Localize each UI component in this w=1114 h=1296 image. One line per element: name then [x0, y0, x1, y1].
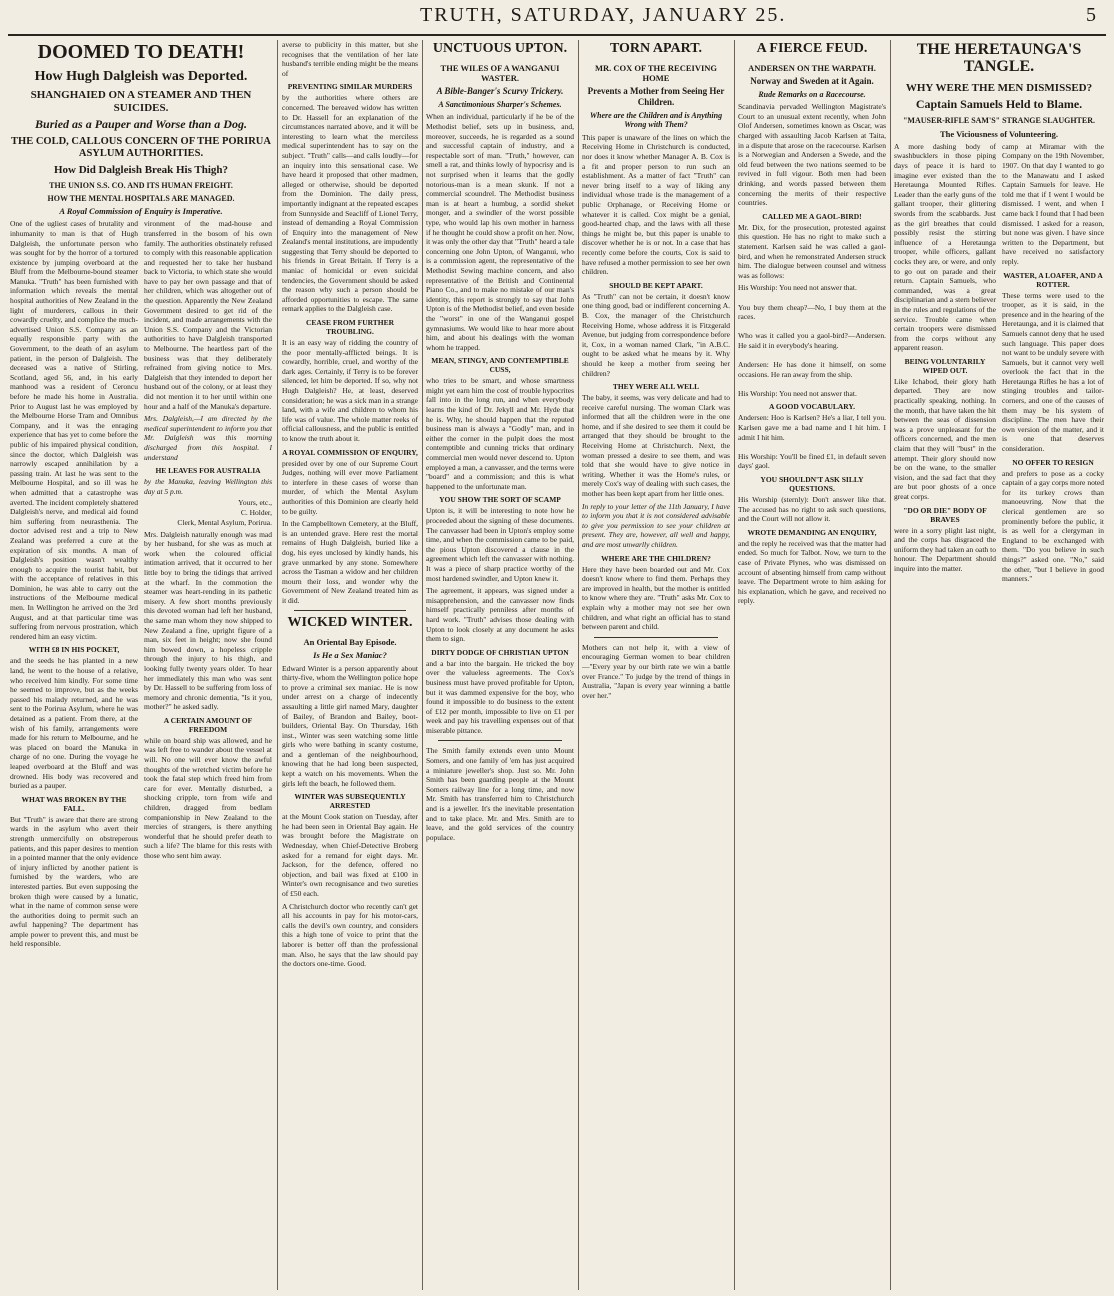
section-subhead: CEASE FROM FURTHER TROUBLING.: [305, 318, 395, 337]
divider: [294, 610, 406, 611]
divider: [438, 740, 562, 741]
section-subhead: YOU SHOULDN'T ASK SILLY QUESTIONS.: [760, 475, 864, 494]
subheadline: MR. COX OF THE RECEIVING HOME: [594, 62, 718, 83]
article-doomed-to-death: [10, 40, 272, 1290]
section-subhead: "DO OR DIE" BODY OF BRAVES: [903, 505, 987, 524]
article-torn-apart: [582, 40, 730, 1290]
paragraph: These terms were used to the trooper, as it is said, in the presence and in the hearing of the Heretaunga, and it is claimed that Samuels cannot deny that he used such language. This paper does not want to be unduly severe with Samuels, but it cannot very well overlook the fact that in the Heretaunga Rifles he has a lot of stinging troubles and tailor-corners, and one of the causes of them may be his system of discipline. The men have their own version of the matter, and it is one that deserves consideration.: [1002, 290, 1104, 454]
subheadline: Prevents a Mother from Seeing Her Children.: [587, 86, 725, 107]
section-subhead: WINTER WAS SUBSEQUENTLY ARRESTED: [294, 792, 406, 811]
subheadline: SHANGHAIED ON A STEAMER AND THEN SUICIDES.: [30, 89, 252, 114]
headline: THE HERETAUNGA'S TANGLE.: [916, 41, 1082, 75]
section-subhead: SHOULD BE KEPT APART.: [609, 280, 703, 290]
section-subhead: WHERE ARE THE CHILDREN?: [601, 553, 711, 563]
divider: [594, 637, 718, 638]
paragraph: averse to publicity in this matter, but she recognises that the ventilation of her late husband's terrible ending might be the means of: [282, 40, 418, 78]
subheadline: Buried as a Pauper and Worse than a Dog.: [35, 117, 247, 132]
paragraph: vironment of the mad-house and transferred in the bosom of his own family. The authorities obstinately refused to comply with this reasonable application and requested her to take her husband back to Victoria, to which state she would have to pay her own passage and that of her children, which was altogether out of the question. Apparently the New Zealand Government desired to get rid of the incident, and made arrangements with the Union S.S. Company and the Victorian authorities to have Dalgleish transported to Melbourne. The heartless part of the business was that they deliberately refrained from giving notice to Mrs. Dalgleish that they intended to deport her husband out of the colony, or at least they did not mention it to her until within one hour and a half of the Manuka's departure.: [144, 219, 272, 411]
paragraph: Scandinavia pervaded Wellington Magistrate's Court to an unusual extent recently, when John Olof Andersen, sometimes known as Oscar, was charged with assaulting Jacob Karlsen at Taita, in a dispute that arose on the racecourse. Karlsen is a Norwegian and Andersen a Swede, and the old feud between the two nations seemed to be revived in full vigour. Both men had been drinking, and words passed between them concerning the merits of their respective countries.: [738, 102, 886, 208]
subheadline: WHY WERE THE MEN DISMISSED?: [905, 81, 1093, 94]
section-subhead: A ROYAL COMMISSION OF ENQUIRY,: [282, 447, 418, 457]
section-subhead: NO OFFER TO RESIGN: [1012, 457, 1094, 467]
paragraph: One of the ugliest cases of brutality and inhumanity to man is that of Hugh Dalgleish, the unfortunate person who was sought for by the horror of a tortured existence by jumping overboard at the Bluff from the Melbourne-bound steamer Manuka. "Truth" has been furnished with information which reveals the mental hospital authorities of New Zealand in the light of murderers, callous in their cowardly cruelty, and complice the much-advertised Union S.S. Company as an equally responsible party with the Government, to the death of an asylum patient, in the person of Dalgleish. The deceased was a native of Stirling, Scotland, aged 56, and, in his early manhood was a resident of Ceroncu before he made his home in Australia. Prior to August last he was employed by the Melbourne Horse Tram and Omnibus Company, and it was the enraging experience that has yet to come before the public of his impaired physical condition, since the doctor, which Dalgleish was narrowly escaped annihilation by a passing train. At last he was sent to the Melbourne Hospital, and so ill was he when admitted that a catastrophe was averted. The incident completely shattered Dalgleish's nerve, and medical aid found him suffering from neurasthenia. The doctor advised rest and a trip to New Zealand was preferred a cure at the expiration of six months. A man of Dalgleish's position wasn't wealthy enough to acquire the tourist habit, but with the acceptance of relatives in this Dominion, he was able to carry out the instructions of the Melbourne medical men. In Wellington he arrived on the 3rd August, and at that particular time was suffering from nervous prostration, which rendered him an easy victim.: [10, 219, 138, 641]
paragraph: while on board ship was allowed, and he was left free to wander about the vessel at will. No one will ever know the awful thoughts of the wretched victim before he took the fatal step which freed him from care for ever. Mentally disturbed, a shocking cripple, torn from wife and children, dragged from bedlam companionship in New Zealand to the mercies of strangers, is there anything wonderful that he should prefer death to such a life? The blame for this rests with those who sent him away.: [144, 735, 272, 860]
text-column: [1002, 142, 1104, 584]
subheadline: THE UNION S.S. CO. AND ITS HUMAN FREIGHT.: [49, 180, 233, 190]
section-subhead: WHAT WAS BROKEN BY THE FALL.: [21, 794, 127, 813]
paragraph: His Worship (sternly): Don't answer like that. The accused has no right to ask such questions, and the Court will not allow it.: [738, 495, 886, 524]
article-unctuous-upton: [426, 40, 574, 1290]
paragraph: A Christchurch doctor who recently can't get all his accounts in pay for his motor-cars, calls the devil's own country, and considers this a high tone of voice to print that the laborer is better off than the professional man. Also, he says that the law should pay the doctors one-time. Good.: [282, 901, 418, 969]
paragraph: Mr. Dix, for the prosecution, protested against this question. He has no right to make such a statement. Karlsen said he was called a gaol-bird, and when he remonstrated Andersen struck him. The dialogue between counsel and witness was as follows:: [738, 222, 886, 280]
subheadline: Captain Samuels Held to Blame.: [915, 97, 1083, 112]
paragraph: by the authorities where others are concerned. The bereaved widow has written to Dr. Hassell for an explanation of the circumstances narrated above, and it will be interesting to learn what the merciless medical superintendent has to say on the subject. "Truth" calls—and calls loudly—for an inquiry into this sensational case. We have heard it proposed that other madmen, alleged or otherwise, should be deported from the Dominion. The daily press, importantly indignant at the repeated escapes from Sunnyside and Seacliff of Lionel Terry, instead of demanding a Royal Commission of Enquiry into the management of New Zealand's mental institutions, are impudently suggesting that Terry should be deported to his friends in Great Britain. If Terry is a maniac of homicidal or even suicidal tendencies, the Government should be asked the reason why such a person should be afforded opportunities to escape. The same remark applies to the Dalgleish case.: [282, 93, 418, 314]
paragraph: were in a sorry plight last night, and the corps has disgraced the uniform they had taken an oath to honour. The Department should inquire into the matter.: [894, 525, 996, 573]
paragraph: at the Mount Cook station on Tuesday, after he had been seen in Oriental Bay again. He was brought before the Magistrate on Wednesday, when Chief-Detective Broberg asked for a remand for eight days. Mr. Jackson, for the defence, offered no objection, and bail was fixed at £100 in Winter's own recognisance and two sureties of £50 each.: [282, 812, 418, 898]
article-body: [10, 219, 272, 949]
section-subhead: WITH £8 IN HIS POCKET,: [28, 645, 120, 655]
article-continuation-and-wicked-winter: [282, 40, 418, 1290]
paragraph: and prefers to pose as a cocky captain of a gay corps more noted for its turkey crows than manoeuvring. Now that the clerical gentlemen are so prominently before the public, it is as well for a clergyman in England to be exchanged with them. "Do you believe in such things?" asked one. "No," said the other, "but I believe in good manners.": [1002, 468, 1104, 584]
subheadline: THE COLD, CALLOUS CONCERN OF THE PORIRUA ASYLUM AUTHORITIES.: [11, 136, 271, 160]
text-column: [10, 219, 138, 949]
subheadline: ANDERSEN ON THE WARPATH.: [748, 62, 876, 73]
section-subhead: CALLED ME A GAOL-BIRD!: [762, 211, 862, 221]
subheadline: Where are the Children and is Anything Wrong with Them?: [589, 110, 723, 130]
letter-text: by the Manuka, leaving Wellington this day at 5 p.m.: [144, 477, 272, 496]
column-rule: [277, 40, 278, 1290]
masthead-title: TRUTH, SATURDAY, JANUARY 25.: [420, 4, 787, 26]
paragraph: When an individual, particularly if he be of the Methodist belief, sets up in business, and, moreover, succeeds, he is regarded as a sound and successful captain of industry, and a respectable sort of man. "Truth," however, can smell a rat, and thinks lowly of hypocrisy and is not surprised when it learns that the godly notorious-man is a mean skunk. If not a commercial scoundrel. The Methodist business man is at heart a humbug, a sordid sheket monger, and a swindler of the worst possible type, who would lap his own mother in harness if he thought he could show a profit on her. Now, it was only the other day that "Truth" heard a tale concerning one John Upton, of Wanganui, who is a commission agent, the representative of the Methodist Sewing machine concern, and also representative of the British and Continental Piano Co., and to make no mistake of our man's identity, this report is strongly to say that John Upton is of the Methodist belief, and even beside the "worst" in one of the Wanganui gospel gymnasiums. We would like to hear more about him, and about his dealings with the woman whom he trapped.: [426, 112, 574, 352]
subheadline: "MAUSER-RIFLE SAM'S" STRANGE SLAUGHTER.: [902, 116, 1096, 126]
section-subhead: WASTER, A LOAFER, AND A ROTTER.: [1003, 270, 1103, 289]
subheadline: How Hugh Dalgleish was Deported.: [34, 69, 248, 84]
paragraph: The Smith family extends even unto Mount Somers, and one family of 'em has just acquired a miniature jeweller's shop. Just so. Mr. John Smith has been guarding people at the Mount Somers railway line for a long time, and now Mr. Smith has transferred him to Christchurch and is a jeweller. It's the inevitable presentation and to take place. Mr. and Mrs. Smith are to leave, and the gold services of the country populace.: [426, 746, 574, 842]
masthead-rule: [8, 34, 1106, 36]
column-rule: [890, 40, 891, 1290]
paragraph: As "Truth" can not be certain, it doesn't know one thing good, bad or indifferent concerning A. B. Cox, the manager of the Christchurch Receiving Home, whose address it is Fitzgerald Avenue, but judging from correspondence before it, Cox, in a woman named Clark, "in A.B.C. ought to be asked what he means by it. Why should he keep a mother from seeing her children?: [582, 291, 730, 378]
text-column: [144, 219, 272, 949]
headline: DOOMED TO DEATH!: [37, 41, 245, 63]
paragraph: But "Truth" is aware that there are strong wards in the asylum who avert their strength unmercifully on obstreperous patients, and this paper desires to mention in a pointed manner that the only evidence of injury inflicted by another patient is furnished by the warders, who are interested parties. But even supposing the broken thigh were caused by a lunatic, what in the name of common sense were the authorities doing to permit such an awful happening? The department has ample power to prevent this, and must be held responsible.: [10, 814, 138, 949]
column-rule: [578, 40, 579, 1290]
paragraph: and the seeds he has planted in a new land, he went to the house of a relative, who received him kindly. For some time he seemed to improve, but as the weeks passed his malady returned, and he was sent to the Porirua Asylum, where he was detained as a patient. From there, at the wish of his family, arrangements were made for his return to Melbourne, and he was placed on board the Manuka in charge of no one. During the voyage he leaped overboard at the Bluff and was drowned. His body was recovered and buried as a pauper.: [10, 656, 138, 791]
masthead: [0, 0, 1114, 36]
paragraph: A more dashing body of swashbucklers in those piping days of peace it is hard to imagine ever existed than the Heretaunga Mounted Rifles. Leader than the early guns of the gallant trooper, their glittering swords from the scabbards. Just as the girl breathes that could possibly resist the stirring influence of a Heretaunga trooper, while officers, gallant cocks they are, or were, and only to go out on parade and their return. Captain Samuels, who commanded, was a great disciplinarian and a stern believer in the rules and regulations of the service. Trouble came when certain troopers were dismissed from the corps without any apparent reason.: [894, 141, 996, 353]
section-subhead: A CERTAIN AMOUNT OF FREEDOM: [163, 715, 253, 734]
paragraph: In the Campbelltown Cemetery, at the Bluff, is an untended grave. Here rest the mortal remains of Hugh Dalgleish, buried like a dog, his eyes unclosed by kindly hands, his grave unmarked by any stone. Somewhere across the Tasman a widow and her children mourn their loss, and wonder why the Government of New Zealand treated him as it did.: [282, 519, 418, 605]
headline: TORN APART.: [609, 41, 703, 56]
section-subhead: PREVENTING SIMILAR MURDERS: [287, 82, 413, 92]
section-subhead: DIRTY DODGE OF CHRISTIAN UPTON: [431, 647, 569, 657]
section-subhead: MEAN, STINGY, AND CONTEMPTIBLE CUSS,: [431, 356, 569, 375]
text-column: [894, 142, 996, 584]
section-subhead: BEING VOLUNTARILY WIPED OUT.: [904, 356, 986, 375]
paragraph: Like Ichabod, their glory hath departed. They are now practically speaking, nothing. In the month, that have taken the hit between the seas of dissension was a prove unpleasant for the officers concerned, and the men claim that they will "bust" in the attempt. Their glory should now be on the wane, to the smaller vision, and the sad fact that they are but poor ghosts of a once great corps.: [894, 376, 996, 501]
subheadline: Norway and Sweden at it Again.: [750, 75, 874, 86]
headline: UNCTUOUS UPTON.: [432, 41, 568, 56]
subheadline: A Bible-Banger's Scurvy Trickery.: [436, 86, 564, 97]
paragraph: Andersen: Hoo is Karlsen? He's a liar, I tell you. Karlsen gave me a bad name and I hit him. I admit I hit him. His Worship: You'll be fined £1, in default seven days' gaol.: [738, 413, 886, 471]
subheadline: A Sanctimonious Sharper's Schemes.: [438, 99, 562, 109]
signature: Yours, etc., C. Holder, Clerk, Mental Asylum, Porirua.: [177, 498, 272, 527]
paragraph: It is an easy way of ridding the country of the poor mentally-afflicted beings. It is cowardly, horrible, cruel, and worthy of the dark ages. Certainly, if Terry is to be forever silenced, let him be deported. If so, why not Hugh Dalgleish? He, at least, deserved consideration; he was a sick man in a strange land, with a wife and children to whom his life was of value. The whole matter reeks of official callousness, and the public is entitled to know the truth about it.: [282, 338, 418, 443]
letter-text: In reply to your letter of the 11th January, I have to inform you that it is not considered advisable to give you permission to see your children at present. They are, however, all well and happy, and are most unwarlly children.: [582, 501, 730, 549]
paragraph: This paper is unaware of the lines on which the Receiving Home in Christchurch is conducted, nor does it know whether Manager A. B. Cox is a fit and proper person to run such an establishment. As a matter of fact "Truth" can never bring itself to a way of liking any individual whose trade is the management of a public Orphanage, or Receiving Home or whatever it is called. Cox might be a genial, good-hearted chap, and the laws with all these things he might be, but this paper is unable to discover whether he is or not. In a case that has recently come before the courts, Cox is said to have refused a mother permission to see her own children.: [582, 132, 730, 277]
paragraph: Here they have been boarded out and Mr. Cox doesn't know where to find them. Perhaps they are improved in health, but the mother is entitled to know where they are. "Truth" asks Mr. Cox to explain why a mother may not see her own children, and what right an official has to stand between parent and child.: [582, 564, 730, 632]
article-heretaunga-tangle: [894, 40, 1104, 1290]
section-subhead: YOU SHOW THE SORT OF SCAMP: [439, 495, 561, 505]
subheadline: Rude Remarks on a Racecourse.: [758, 89, 866, 99]
subheadline: How Did Dalgleish Break His Thigh?: [53, 164, 229, 177]
article-a-fierce-feud: [738, 40, 886, 1290]
paragraph: and a bar into the bargain. He tricked the boy over the valueless agreements. The Cox's business must have proved profitable for Upton, but it was dammed expensive for the boy, who found it impossible to do business to the extent of £12 per month, impossible to live on £1 per week and pay his travelling expenses out of that miserable pittance.: [426, 658, 574, 735]
paragraph: Mrs. Dalgleish naturally enough was mad by her husband, for she was as much at work when the coloured official intimation arrived, that it occurred to her little boy to bring the tidings that arrived at the wharf. In the commotion the steamer was heart-rending in its pathetic misery. A few short months previously this devoted woman had left her husband, the same man whom they now shipped to New Zealand a fine, upright figure of a man, six feet in height; now she found him bowed down, a hopeless cripple through the injury to his thigh, and looking fully twenty years older. To hear her immediately this man who was sent by Dr. Hassell to be suffering from loss of memory and chronic dementia, "Is it you, mother?" he asked sadly.: [144, 529, 272, 712]
paragraph: The agreement, it appears, was signed under a misapprehension, and the canvasser now finds himself practically penniless after months of hard work. "Truth" advises those dealing with Upton to look closely at any document he asks them to sign.: [426, 586, 574, 644]
section-subhead: WROTE DEMANDING AN ENQUIRY,: [747, 527, 877, 537]
paragraph: Upton is, it will be interesting to note how he proceeded about the signing of these documents. The canvasser had been in Upton's employ some time, and when the commission came to be paid, the pious Upton discovered a clause in the agreement which left the canvasser with nothing. It was a piece of sharp practice worthy of the most hardened swindler, and Upton knew it.: [426, 506, 574, 583]
column-rule: [734, 40, 735, 1290]
paragraph: who tries to be smart, and whose smartness might yet earn him the cost of trouble hypocrites fall into in the long run, and when everybody learns the kind of Dr. Jekyll and Mr. Hyde that he is. Why, he should happen that the reputed business man is always a "Godly" man, and in either the corner in the pulpit does the most contemptible and cunning tricks that ordinary commercial men would never descend to. Upton employed a man, a canvasser, and the terms were "board" and a commission; and this is what happened to the unfortunate man.: [426, 376, 574, 491]
paragraph: The baby, it seems, was very delicate and had to receive careful nursing. The woman Clark was informed that all the children were in the one home, and if she desired to see them it could be arranged that they should be brought to the Receiving Home at Christchurch. Next, the woman pressed a desire to see them, and was told that she would have to give notice in writing. Whether it was the Home's rules, or merely Cox's way of dealing with such cases, the mother has been kept apart from her little ones.: [582, 393, 730, 499]
subheadline: An Oriental Bay Episode.: [303, 637, 397, 648]
paragraph: and the reply he received was that the matter had ended. So much for Talbot. Now, we turn to the case of Private Plynes, who was dismissed on account of absenting himself from camp without leave. The Department wrote to him asking for his explanation, which he gave, and received no reply.: [738, 538, 886, 606]
paragraph: Edward Winter is a person apparently about thirty-five, whom the Wellington police hope to prove a criminal sex maniac. He is now under arrest on a charge of indecently assaulting a little girl named Mary, daughter of Bailey, of Brandon and Bailey, boot-builders, Oriental Bay. On Thursday, 16th inst., Winter was seen watching some little girls who were bathing in scanty costume, and a gentleman of the neighbourhood, knowing that he had long been suspected, kept a watch on his movements. When the girls left the beach, he followed them.: [282, 663, 418, 788]
section-subhead: THEY WERE ALL WELL: [612, 382, 700, 392]
section-subhead: A GOOD VOCABULARY.: [768, 402, 856, 412]
paragraph: camp at Miramar with the Company on the 19th November, 1907. On that day I wanted to go to the Manawatu and I asked Captain Samuels for leave. He told me that if I went I would be dismissed. I went, and when I came back I found that I had been dismissed. I asked for a reason, but none was given. I have since written to the Department, but have received no satisfactory reply.: [1002, 141, 1104, 266]
article-body: [894, 142, 1104, 584]
page-number: 5: [1086, 4, 1096, 26]
column-rule: [422, 40, 423, 1290]
paragraph: Mothers can not help it, with a view of encouraging German women to bear children—"Every year by our birth rate we win a battle over France." To judge by the trend of things in Australia, "Japan is every year winning a battle over her.": [582, 642, 730, 700]
subheadline: HOW THE MENTAL HOSPITALS ARE MANAGED.: [47, 193, 235, 203]
letter-text: Mrs. Dalgleish,—I am directed by the medical superintendent to inform you that Mr. Dalgleish was this morning discharged from this hospital. I understand: [144, 414, 272, 462]
subheadline: A Royal Commission of Enquiry is Imperative.: [59, 206, 223, 217]
dialogue: His Worship: You need not answer that. You buy them cheap?—No, I buy them at the races. Who was it called you a gaol-bird?—Andersen. He said it in everybody's hearing. Andersen: He has done it himself, on some occasions. He ran away from the ship. His Worship: You need not answer that.: [738, 283, 886, 398]
subheadline: Is He a Sex Maniac?: [313, 650, 387, 661]
subheadline: THE WILES OF A WANGANUI WASTER.: [440, 62, 560, 83]
subheadline: The Viciousness of Volunteering.: [939, 128, 1059, 139]
section-subhead: HE LEAVES FOR AUSTRALIA: [155, 466, 261, 476]
headline: A FIERCE FEUD.: [756, 41, 868, 56]
paragraph: presided over by one of our Supreme Court Judges, nothing will ever move Parliament to interfere in these cases of worse than murder, of which the Mental Asylum authorities of this Dominion are clearly held to be guilty.: [282, 458, 418, 516]
headline: WICKED WINTER.: [287, 615, 413, 631]
